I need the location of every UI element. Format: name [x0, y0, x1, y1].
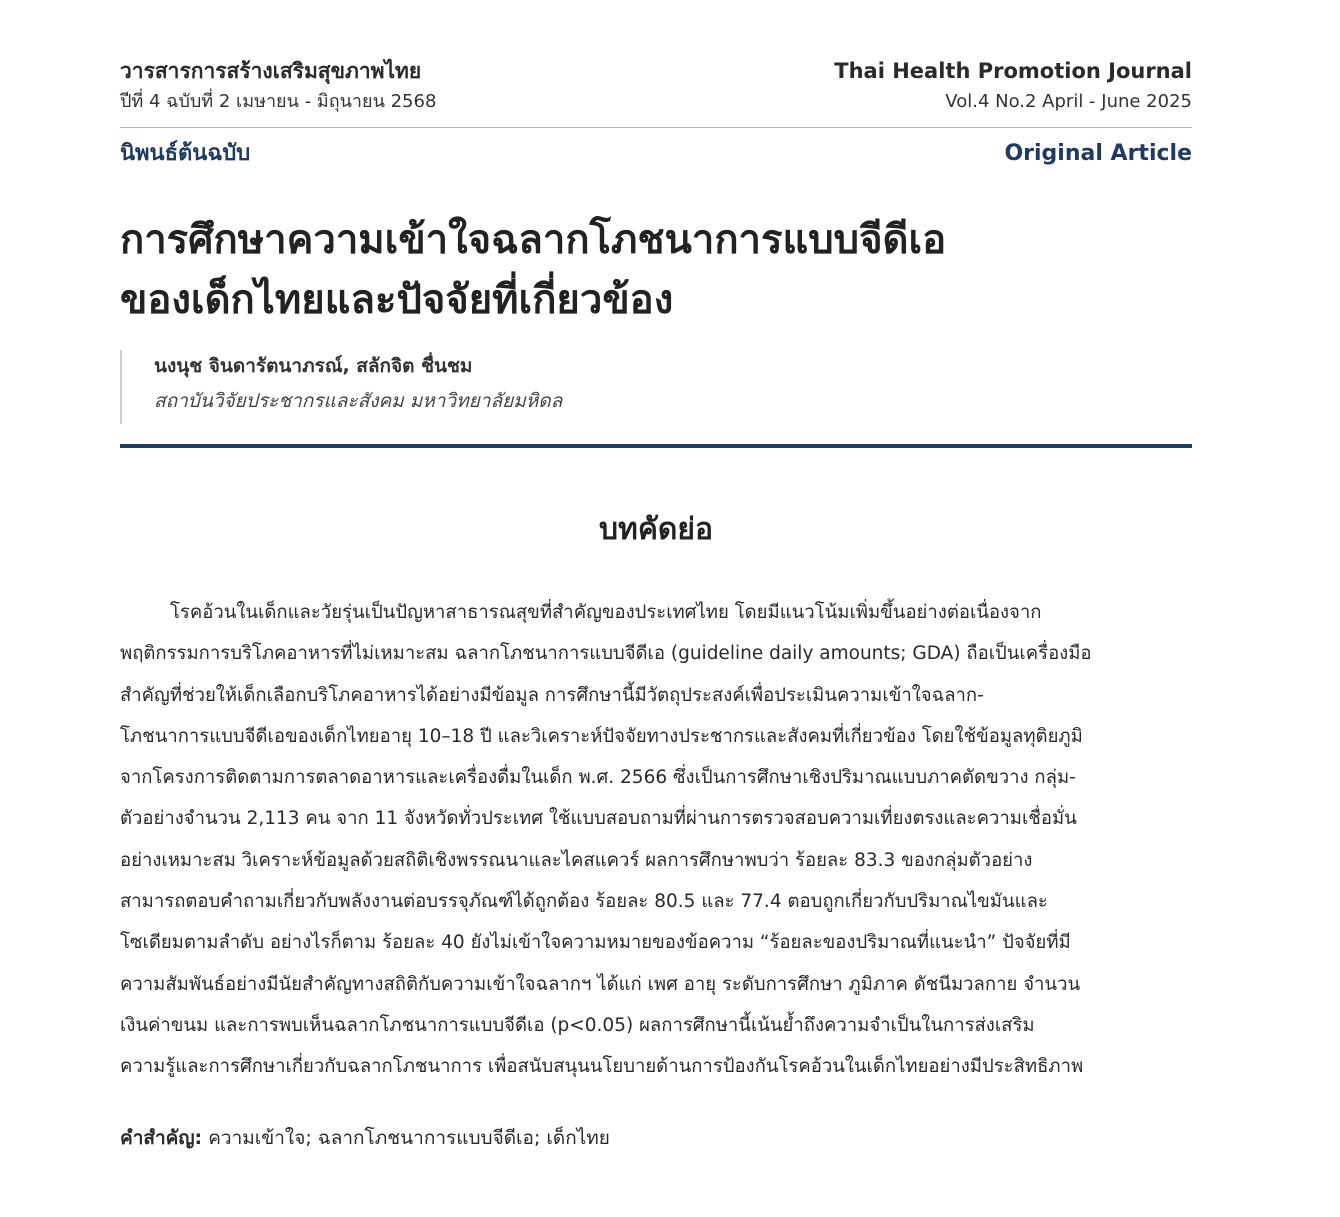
author-affiliation: สถาบันวิจัยประชากรและสังคม มหาวิทยาลัยมหิดล	[154, 390, 563, 412]
journal-header-thai	[120, 56, 436, 118]
journal-issue-english: Vol.4 No.2 April - June 2025	[945, 91, 1192, 112]
journal-name-english: Thai Health Promotion Journal	[834, 59, 1192, 83]
author-block	[120, 350, 1192, 424]
abstract-line: ความรู้และการศึกษาเกี่ยวกับฉลากโภชนาการ เพื่อสนับสนุนนโยบายด้านการป้องกันโรคอ้วนในเด็กไทยอย่างมีประสิทธิภาพ	[120, 1056, 1084, 1078]
abstract-line: ตัวอย่างจำนวน 2,113 คน จาก 11 จังหวัดทั่วประเทศ ใช้แบบสอบถามที่ผ่านการตรวจสอบความเที่ยงตรงและความเชื่อมั่น	[120, 808, 1077, 830]
abstract-line: โซเดียมตามลำดับ อย่างไรก็ตาม ร้อยละ 40 ยังไม่เข้าใจความหมายของข้อความ “ร้อยละของปริมาณที่แนะนำ” ปัจจัยที่มี	[120, 932, 1071, 954]
abstract-line: พฤติกรรมการบริโภคอาหารที่ไม่เหมาะสม ฉลากโภชนาการแบบจีดีเอ (guideline daily amounts; GDA) ถือเป็นเครื่องมือ	[120, 643, 1092, 665]
article-title-line-1: การศึกษาความเข้าใจฉลากโภชนาการแบบจีดีเอ	[120, 217, 947, 263]
article-title-line-2: ของเด็กไทยและปัจจัยที่เกี่ยวข้อง	[120, 277, 674, 323]
article-type-english: Original Article	[1004, 141, 1192, 166]
abstract-line: สามารถตอบคำถามเกี่ยวกับพลังงานต่อบรรจุภัณฑ์ได้ถูกต้อง ร้อยละ 80.5 และ 77.4 ตอบถูกเกี่ยวกับปริมาณไขมันและ	[120, 891, 1048, 913]
article-page	[120, 0, 1192, 1154]
abstract-line: โภชนาการแบบจีดีเอของเด็กไทยอายุ 10–18 ปี และวิเคราะห์ปัจจัยทางประชากรและสังคมที่เกี่ยวข้อง โดยใช้ข้อมูลทุติยภูมิ	[120, 725, 1083, 747]
abstract-line: อย่างเหมาะสม วิเคราะห์ข้อมูลด้วยสถิติเชิงพรรณนาและไคสแควร์ ผลการศึกษาพบว่า ร้อยละ 83.3 ของกลุ่มตัวอย่าง	[120, 849, 1033, 871]
article-type-row	[120, 138, 1192, 170]
article-title	[120, 210, 1192, 330]
abstract-line: โรคอ้วนในเด็กและวัยรุ่นเป็นปัญหาสาธารณสุขที่สำคัญของประเทศไทย โดยมีแนวโน้มเพิ่มขึ้นอย่างต่อเนื่องจาก	[170, 602, 1042, 623]
keywords	[120, 1122, 1192, 1154]
abstract-line: จากโครงการติดตามการตลาดอาหารและเครื่องดื่มในเด็ก พ.ศ. 2566 ซึ่งเป็นการศึกษาเชิงปริมาณแบบภาคตัดขวาง กลุ่ม-	[120, 767, 1076, 789]
journal-name-thai: วารสารการสร้างเสริมสุขภาพไทย	[120, 59, 422, 83]
keywords-label: คำสำคัญ:	[120, 1126, 203, 1149]
abstract-body	[120, 592, 1192, 1088]
keywords-text: ความเข้าใจ; ฉลากโภชนาการแบบจีดีเอ; เด็กไทย	[208, 1126, 610, 1149]
abstract-heading: บทคัดย่อ	[599, 512, 713, 547]
header-divider	[120, 127, 1192, 128]
article-type-thai: นิพนธ์ต้นฉบับ	[120, 141, 251, 166]
author-names: นงนุช จินดารัตนาภรณ์, สลักจิต ชื่นชม	[154, 355, 473, 377]
journal-header	[120, 56, 1192, 118]
abstract-line: เงินค่าขนม และการพบเห็นฉลากโภชนาการแบบจีดีเอ (p<0.05) ผลการศึกษานี้เน้นย้ำถึงความจำเป็นในการส่งเสริม	[120, 1014, 1035, 1036]
journal-header-english	[834, 56, 1192, 118]
abstract-line: ความสัมพันธ์อย่างมีนัยสำคัญทางสถิติกับความเข้าใจฉลากฯ ได้แก่ เพศ อายุ ระดับการศึกษา ภูมิภาค ดัชนีมวลกาย จำนวน	[120, 973, 1081, 995]
journal-issue-thai: ปีที่ 4 ฉบับที่ 2 เมษายน - มิถุนายน 2568	[120, 91, 437, 112]
title-divider	[120, 444, 1192, 448]
abstract-line: สำคัญที่ช่วยให้เด็กเลือกบริโภคอาหารได้อย่างมีข้อมูล การศึกษานี้มีวัตถุประสงค์เพื่อประเมินความเข้าใจฉลาก-	[120, 684, 984, 706]
